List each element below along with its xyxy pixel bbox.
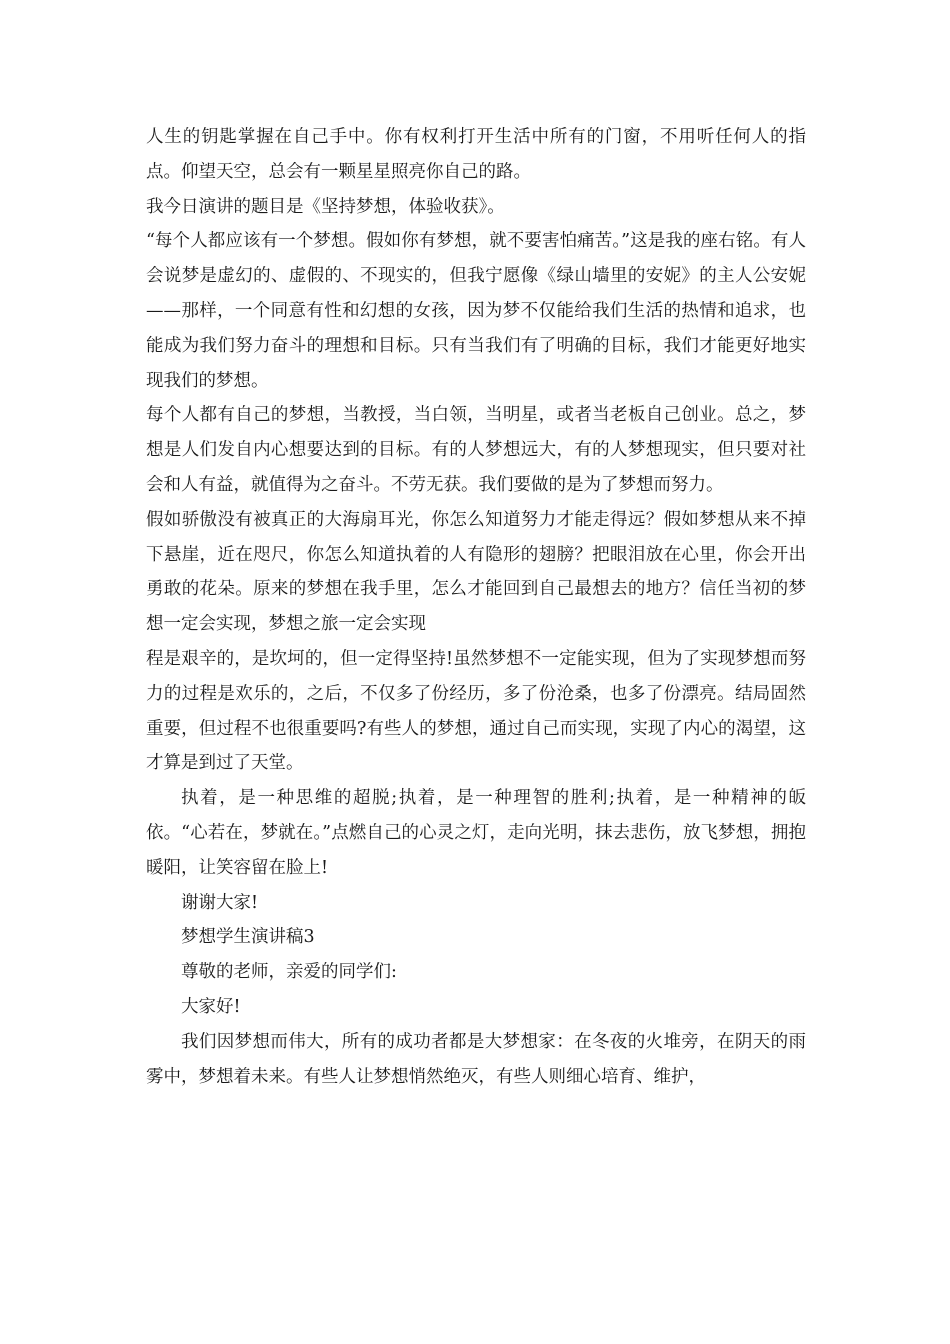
paragraph: 执着，是一种思维的超脱;执着，是一种理智的胜利;执着，是一种精神的皈依。“心若在，梦就在。”点燃自己的心灵之灯，走向光明，抹去悲伤，放飞梦想，拥抱暖阳，让笑容留在脸上!: [146, 788, 806, 878]
paragraph: 我今日演讲的题目是《坚持梦想，体验收获》。: [146, 196, 505, 217]
paragraph: 大家好!: [181, 996, 241, 1017]
paragraph: 我们因梦想而伟大，所有的成功者都是大梦想家：在冬夜的火堆旁，在阴天的雨雾中，梦想着未来。有些人让梦想悄然绝灭，有些人则细心培育、维护，: [146, 1031, 806, 1087]
paragraph: 梦想学生演讲稿3: [181, 927, 315, 948]
paragraph: 尊敬的老师，亲爱的同学们:: [181, 962, 397, 983]
paragraph: 程是艰辛的，是坎坷的，但一定得坚持!虽然梦想不一定能实现，但为了实现梦想而努力的过程是欢乐的，之后，不仅多了份经历，多了份沧桑，也多了份漂亮。结局固然重要，但过程不也很重要吗?有些人的梦想，通过自己而实现，实现了内心的渴望，这才算是到过了天堂。: [146, 648, 806, 774]
paragraph: 谢谢大家!: [181, 892, 259, 913]
document-body: [146, 120, 806, 1094]
paragraph: 假如骄傲没有被真正的大海扇耳光，你怎么知道努力才能走得远？假如梦想从来不掉下悬崖，近在咫尺，你怎么知道执着的人有隐形的翅膀？把眼泪放在心里，你会开出勇敢的花朵。原来的梦想在我手里，怎么才能回到自己最想去的地方？信任当初的梦想一定会实现，梦想之旅一定会实现: [146, 509, 806, 635]
paragraph: 人生的钥匙掌握在自己手中。你有权利打开生活中所有的门窗，不用听任何人的指点。仰望天空，总会有一颗星星照亮你自己的路。: [146, 127, 806, 182]
paragraph: “每个人都应该有一个梦想。假如你有梦想，就不要害怕痛苦。”这是我的座右铭。有人会说梦是虚幻的、虚假的、不现实的，但我宁愿像《绿山墙里的安妮》的主人公安妮——那样，一个同意有性和幻想的女孩，因为梦不仅能给我们生活的热情和追求，也能成为我们努力奋斗的理想和目标。只有当我们有了明确的目标，我们才能更好地实现我们的梦想。: [146, 231, 806, 391]
paragraph: 每个人都有自己的梦想，当教授，当白领，当明星，或者当老板自己创业。总之，梦想是人们发自内心想要达到的目标。有的人梦想远大，有的人梦想现实，但只要对社会和人有益，就值得为之奋斗。不劳无获。我们要做的是为了梦想而努力。: [146, 405, 806, 495]
